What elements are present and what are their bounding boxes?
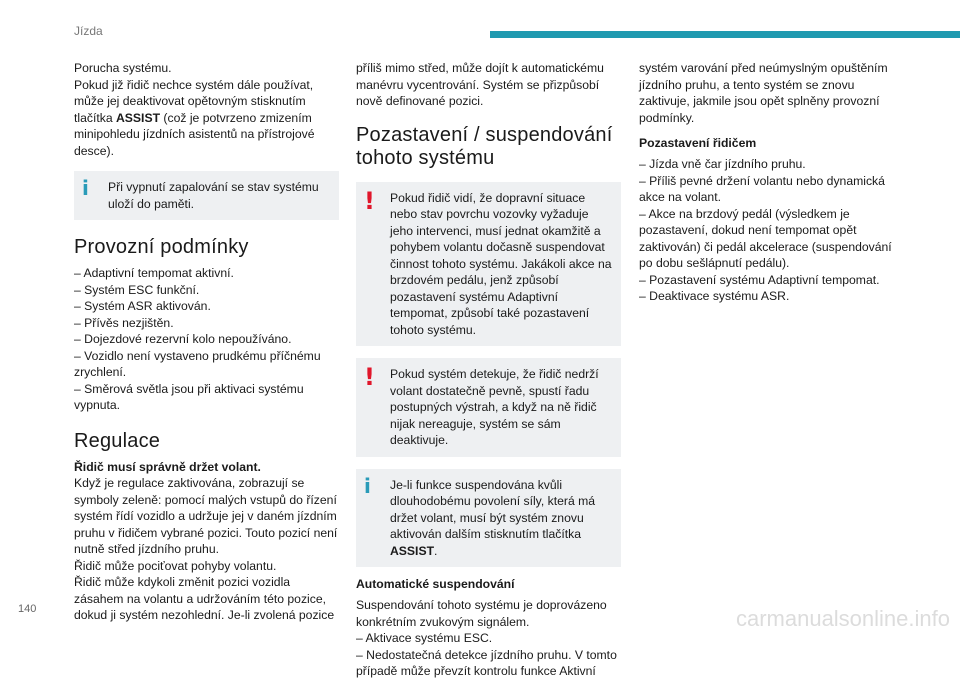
- list-item: – Nedostatečná detekce jízdního pruhu. V tomto případě může převzít kontrolu funkce Aktivní: [356, 647, 617, 678]
- warning-icon: !: [364, 363, 375, 391]
- paragraph: Řidič může kdykoli změnit pozici vozidla zásahem na volantu a udržováním této pozice, dokud ji systém nezohlední. Je-li zvolená pozice: [74, 575, 335, 622]
- column-3: [639, 60, 904, 305]
- assist-button-name: ASSIST: [116, 110, 161, 125]
- heading-automatic-suspension: Automatické suspendování: [356, 577, 515, 591]
- list-item: – Směrová světla jsou při aktivaci systému vypnuta.: [74, 381, 304, 412]
- heading-suspend-system: Pozastavení / suspendování tohoto systému: [356, 123, 613, 169]
- list-item: – Jízda vně čar jízdního pruhu.: [639, 157, 806, 171]
- warning-note: ! Pokud systém detekuje, že řidič nedrží volant dostatečně pevně, spustí řadu postupných výstrah, a když na ně řidič nijak nereaguje, systém se sám deaktivuje.: [356, 358, 621, 457]
- paragraph: Porucha systému.: [74, 61, 172, 75]
- list-item: – Příliš pevné držení volantu nebo dynamická akce na volant.: [639, 173, 885, 204]
- paragraph: příliš mimo střed, může dojít k automatickému manévru vycentrování. Systém se přizpůsobí nově definované pozici.: [356, 61, 604, 108]
- info-icon: i: [364, 473, 371, 498]
- paragraph-bold: Řidič musí správně držet volant.: [74, 459, 261, 474]
- list-item: – Dojezdové rezervní kolo nepoužíváno.: [74, 332, 292, 346]
- list-item: – Vozidlo není vystaveno prudkému příčnému zrychlení.: [74, 348, 321, 379]
- heading-regulation: Regulace: [74, 429, 161, 452]
- paragraph: Suspendování tohoto systému je doprovázeno konkrétním zvukovým signálem.: [356, 598, 607, 629]
- heading-driver-suspension: Pozastavení řidičem: [639, 136, 757, 150]
- header-accent-bar: [490, 31, 960, 38]
- paragraph: Pokud již řidič nechce systém dále používat, může jej deaktivovat opětovným stisknutím tlačítka ASSIST (což je potvrzeno zmizením minipohledu jízdních asistentů na přístrojové desce).: [74, 77, 315, 158]
- list-item: – Systém ASR aktivován.: [74, 299, 211, 313]
- info-note: i Je-li funkce suspendována kvůli dlouhodobému povolení síly, která má držet volant, musí být systém znovu aktivován dalším stisknutím tlačítka ASSIST.: [356, 469, 621, 568]
- heading-operating-conditions: Provozní podmínky: [74, 236, 249, 258]
- paragraph: Řidič může pociťovat pohyby volantu.: [74, 558, 277, 573]
- paragraph: Když je regulace zaktivována, zobrazují se symboly zeleně: pomocí malých vstupů do řízení systém řídí vozidlo a udržuje jej v daném jízdním pruhu v řidičem vybrané pozici. Touto pozicí není nutně střed jízdního pruhu.: [74, 476, 338, 556]
- list-item: – Adaptivní tempomat aktivní.: [74, 266, 234, 280]
- info-icon: i: [82, 176, 89, 200]
- column-1: [74, 60, 339, 624]
- list-item: – Akce na brzdový pedál (výsledkem je pozastavení, dokud není tempomat opět zaktivován) či pedál akcelerace (suspendování po dobu sešlápnutí pedálu).: [639, 206, 892, 270]
- list-item: – Pozastavení systému Adaptivní tempomat.: [639, 272, 880, 287]
- warning-icon: !: [364, 186, 375, 215]
- list-item: – Aktivace systému ESC.: [356, 631, 493, 645]
- running-header: Jízda: [74, 24, 103, 38]
- paragraph: systém varování před neúmyslným opuštěním jízdního pruhu, a tento systém se znovu zaktivuje, jakmile jsou opět splněny provozní podmínky.: [639, 61, 888, 125]
- list-item: – Systém ESC funkční.: [74, 282, 200, 297]
- watermark: carmanualsonline.info: [735, 606, 950, 631]
- list-item: – Deaktivace systému ASR.: [639, 289, 790, 303]
- warning-note: ! Pokud řidič vidí, že dopravní situace nebo stav povrchu vozovky vyžaduje jeho intervenci, musí jednat okamžitě a pohybem volantu dočasně suspendovat činnost tohoto systému. Jakákoli akce na brzdovém pedálu, jenž způsobí pozastavení systému Adaptivní tempomat, způsobí také pozastavení tohoto systému.: [356, 182, 621, 347]
- list-item: – Přívěs nezjištěn.: [74, 315, 174, 330]
- column-2: [356, 60, 621, 680]
- info-note: i Při vypnutí zapalování se stav systému uloží do paměti.: [74, 171, 339, 220]
- page-number: 140: [18, 603, 37, 615]
